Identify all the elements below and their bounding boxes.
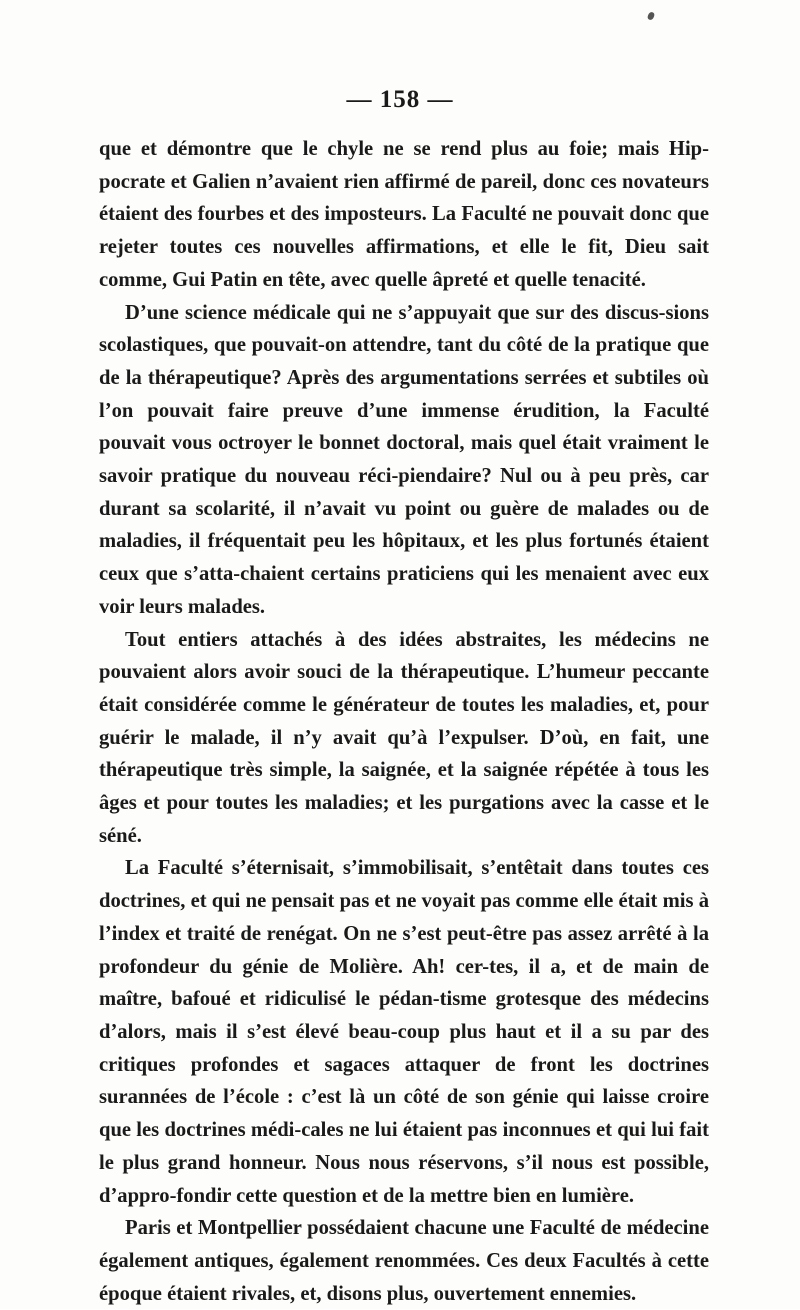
ink-speck [647, 11, 655, 21]
paragraph-4: La Faculté s’éternisait, s’immobilisait, s’entêtait dans toutes ces doctrines, et qui ne pensait pas et ne voyait pas comme elle était mis à l’index et traité de renégat. On ne s’est peut-être pas assez arrêté à la profondeur du génie de Molière. Ah! cer-tes, il a, et de main de maître, bafoué et ridiculisé le pédan-tisme grotesque des médecins d’alors, mais il s’est élevé beau-coup plus haut et il a su par des critiques profondes et sagaces attaquer de front les doctrines surannées de l’école : c’est là un côté de son génie qui laisse croire que les doctrines médi-cales ne lui étaient pas inconnues et qui lui fait le plus grand honneur. Nous nous réservons, s’il nous est possible, d’appro-fondir cette question et de la mettre bien en lumière. [99, 857, 709, 1207]
paragraph-5: Paris et Montpellier possédaient chacune une Faculté de médecine également antiques, également renommées. Ces deux Facultés à cette époque étaient rivales, et, disons plus, ouvertement ennemies. [99, 1217, 709, 1305]
body-text [99, 133, 709, 1310]
page-number: — 158 — [346, 86, 454, 113]
paragraph-1: que et démontre que le chyle ne se rend plus au foie; mais Hip-pocrate et Galien n’avaient rien affirmé de pareil, donc ces novateurs étaient des fourbes et des imposteurs. La Faculté ne pouvait donc que rejeter toutes ces nouvelles affirmations, et elle le fit, Dieu sait comme, Gui Patin en tête, avec quelle âpreté et quelle tenacité. [99, 138, 709, 291]
paragraph-2: D’une science médicale qui ne s’appuyait que sur des discus-sions scolastiques, que pouvait-on attendre, tant du côté de la pratique que de la thérapeutique? Après des argumentations serrées et subtiles où l’on pouvait faire preuve d’une immense érudition, la Faculté pouvait vous octroyer le bonnet doctoral, mais quel était vraiment le savoir pratique du nouveau réci-piendaire? Nul ou à peu près, car durant sa scolarité, il n’avait vu point ou guère de malades ou de maladies, il fréquentait peu les hôpitaux, et les plus fortunés étaient ceux que s’atta-chaient certains praticiens qui les menaient avec eux voir leurs malades. [99, 301, 709, 618]
paragraph-3: Tout entiers attachés à des idées abstraites, les médecins ne pouvaient alors avoir souci de la thérapeutique. L’humeur peccante était considérée comme le générateur de toutes les maladies, et, pour guérir le malade, il n’y avait qu’à l’expulser. D’où, en fait, une thérapeutique très simple, la saignée, et la saignée répétée à tous les âges et pour toutes les maladies; et les purgations avec la casse et le séné. [99, 628, 709, 847]
